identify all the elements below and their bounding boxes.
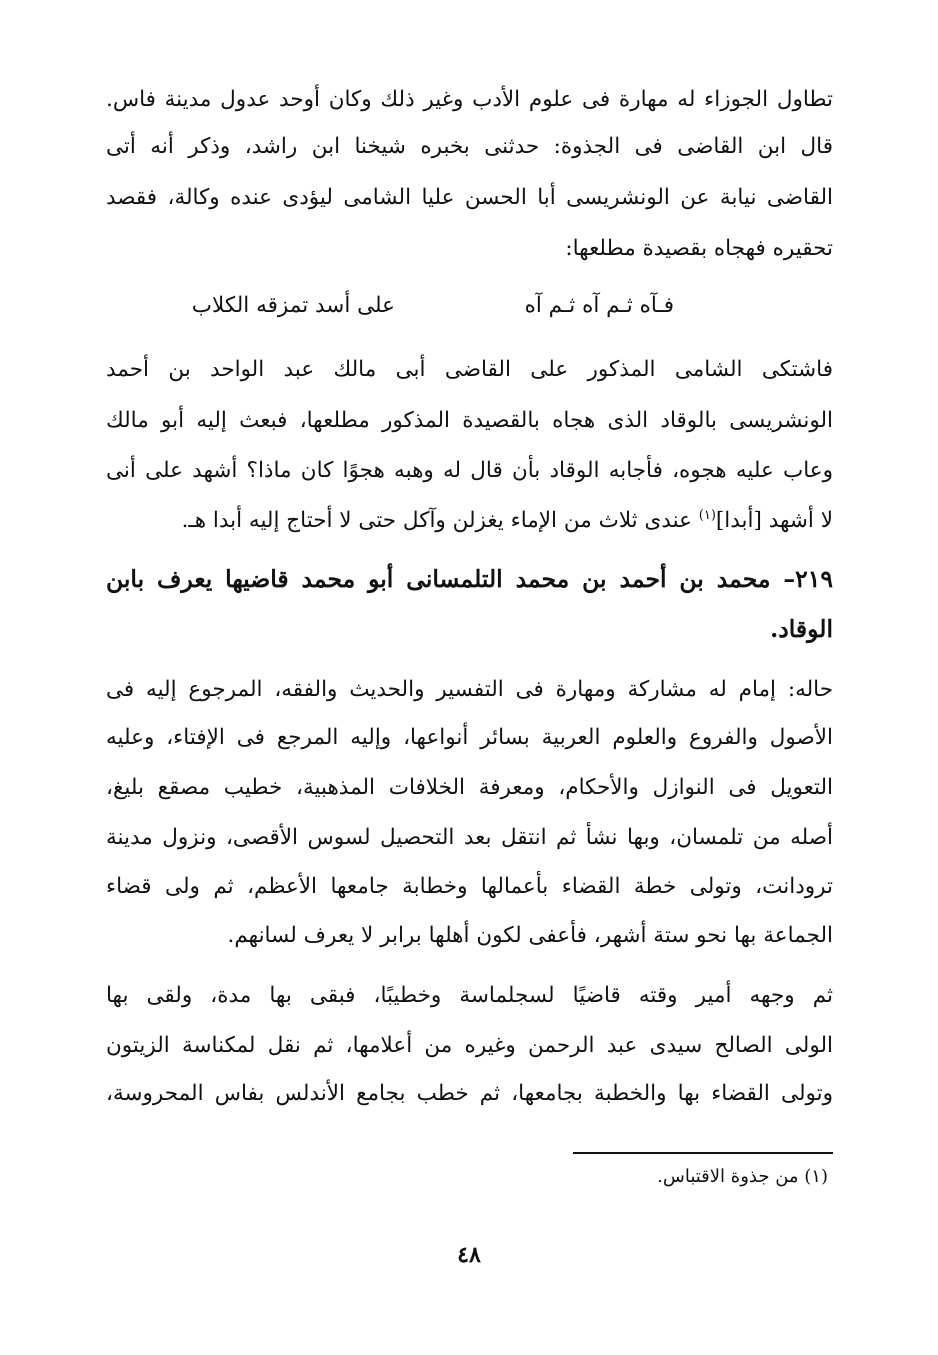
entry-heading: ٢١٩– محمد بن أحمد بن محمد التلمسانى أبو محمد قاضيها يعرف بابن: [106, 565, 833, 593]
text-line: الولى الصالح سيدى عبد الرحمن وغيره من أعلامها، ثم نقل لمكناسة الزيتون: [106, 1033, 833, 1058]
page-number: ٤٨: [457, 1242, 481, 1268]
text-line: تحقيره فهجاه بقصيدة مطلعها:: [565, 236, 833, 261]
verse-left-hemistich: على أسد تمزقه الكلاب: [191, 293, 395, 318]
verse-right-hemistich: فـآه ثـم آه ثـم آه: [524, 293, 674, 318]
text-line: ترودانت، وتولى خطة القضاء بأعمالها وخطابة جامعها الأعظم، ثم ولى قضاء: [106, 874, 833, 899]
text-line: أصله من تلمسان، وبها نشأ ثم انتقل بعد التحصيل لسوس الأقصى، ونزول مدينة: [106, 825, 833, 850]
text-line: الونشريسى بالوقاد الذى هجاه بالقصيدة المذكور مطلعها، فبعث إليه أبو مالك: [106, 408, 833, 433]
text-line: فاشتكى الشامى المذكور على القاضى أبى مالك عبد الواحد بن أحمد: [106, 357, 833, 382]
text-segment: لا أشهد [أبدا]: [715, 508, 833, 533]
text-line: تطاول الجوزاء له مهارة فى علوم الأدب وغير ذلك وكان أوحد عدول مدينة فاس.: [106, 87, 833, 112]
text-line: قال ابن القاضى فى الجذوة: حدثنى بخبره شيخنا ابن راشد، وذكر أنه أتى: [106, 134, 833, 159]
text-line: التعويل فى النوازل والأحكام، ومعرفة الخلافات المذهبية، خطيب مصقع بليغ،: [106, 775, 833, 800]
footnote-divider: [573, 1152, 833, 1154]
text-line: [106, 505, 833, 537]
entry-heading: الوقاد.: [770, 615, 833, 643]
text-line: وعاب عليه هجوه، فأجابه الوقاد بأن قال له وهبه هجوًا كان ماذا؟ أشهد على أنى: [106, 458, 833, 483]
text-line: وتولى القضاء بها والخطبة بجامعها، ثم خطب بجامع الأندلس بفاس المحروسة،: [106, 1081, 833, 1106]
text-line: الأصول والفروع والعلوم العربية بسائر أنواعها، وإليه المرجع فى الإفتاء، وعليه: [106, 725, 833, 750]
footnote: (١) من جذوة الاقتباس.: [657, 1166, 828, 1187]
text-line: حاله: إمام له مشاركة ومهارة فى التفسير والحديث والفقه، المرجوع إليه فى: [106, 677, 833, 702]
text-segment: عندى ثلاث من الإماء يغزلن وآكل حتى لا أحتاج إليه أبدا هـ.: [181, 508, 692, 533]
text-line: ثم وجهه أمير وقته قاضيًا لسجلماسة وخطيبًا، فبقى بها مدة، ولقى بها: [106, 983, 833, 1008]
text-line: الجماعة بها نحو ستة أشهر، فأعفى لكون أهلها برابر لا يعرف لسانهم.: [227, 923, 833, 948]
text-line: القاضى نيابة عن الونشريسى أبا الحسن عليا الشامى ليؤدى عنده وكالة، فقصد: [106, 185, 833, 210]
footnote-marker: (١): [698, 507, 716, 523]
